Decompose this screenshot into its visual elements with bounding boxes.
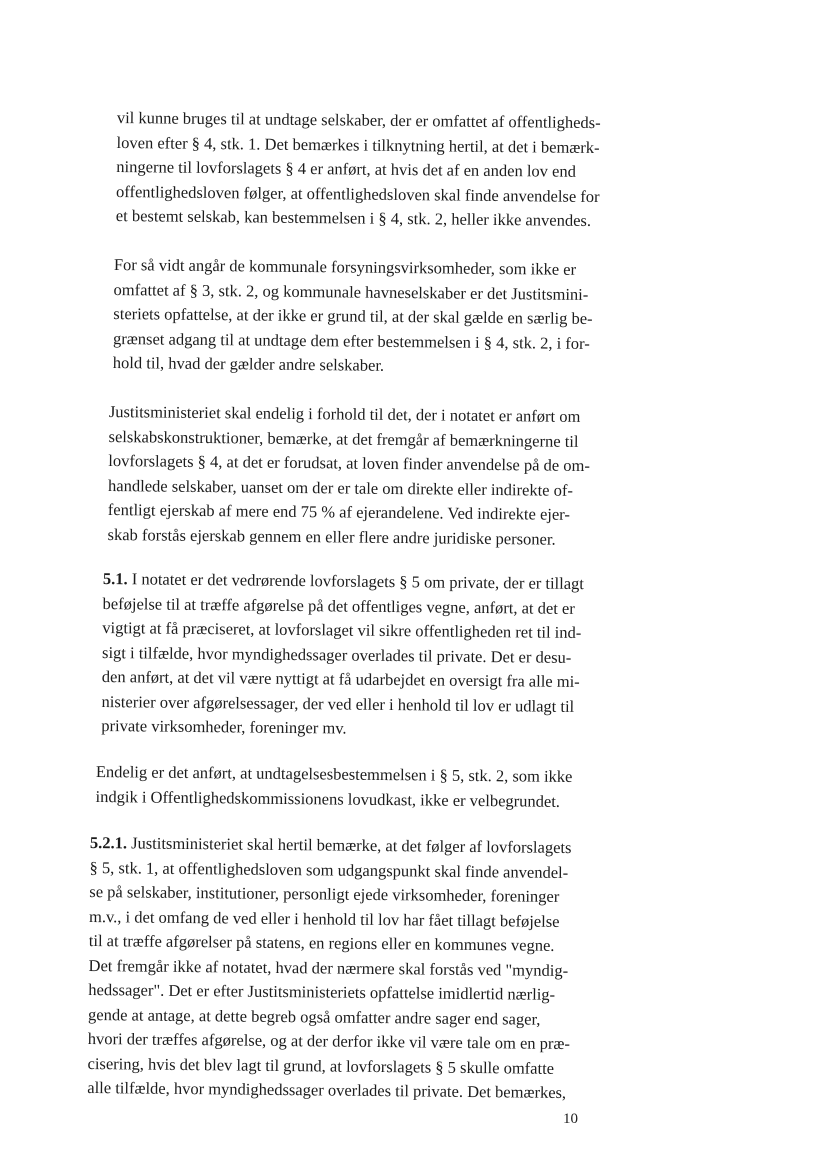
text-line: til at træffe afgørelser på statens, en regions eller en kommunes vegne. [88,930,555,955]
text-line: handlede selskaber, uanset om der er tale om direkte eller indirekte of- [108,475,573,500]
text-line: lovforslagets § 4, at det er forudsat, at loven finder anvendelse på de om- [108,450,590,476]
text-line: beføjelse til at træffe afgørelse på det offentliges vegne, anført, at det er [102,593,575,618]
text-line: et bestemt selskab, kan bestemmelsen i § 4, stk. 2, heller ikke anvendes. [115,205,592,230]
text-line: m.v., i det omfang de ved eller i henhold til lov har fået tillagt beføjelse [89,906,560,931]
paragraph-1 [116,106,603,234]
section-heading: 5.2.1. [89,832,128,853]
text-line: loven efter § 4, stk. 1. Det bemærkes i tilknytning hertil, at det i bemærk- [116,132,600,157]
paragraph-3 [107,400,595,552]
text-line: hold til, hvad der gælder andre selskaber. [112,352,385,375]
text-line: steriets opfattelse, at der ikke er grund til, at der skal gælde en særlig be- [113,303,593,329]
text-line: omfattet af § 3, stk. 2, og kommunale havneselskaber er det Justitsmini- [113,279,589,304]
paragraph-5-2-1 [87,831,586,1106]
text-line: skab forstås ejerskab gennem en eller flere andre juridiske personer. [107,524,556,549]
text-line: hedssager". Det er efter Justitsministeriets opfattelse imidlertid nærlig- [88,979,556,1004]
text-line: gende at antage, at dette begreb også omfatter andre sager end sager, [87,1004,541,1029]
paragraph-5-1 [101,567,593,744]
text-line: Justitsministeriet skal endelig i forhold til det, der i notatet er anført om [108,401,581,426]
text-line: hvori der træffes afgørelse, og at der derfor ikke vil være tale om en præ- [87,1028,571,1054]
text-line: Det fremgår ikke af notatet, hvad der nærmere skal forstås ved "myndig- [88,955,569,980]
text-line: offentlighedsloven følger, at offentlighedsloven skal finde anvendelse for [116,181,600,206]
page-number: 10 [563,1111,578,1127]
paragraph-5 [95,760,589,814]
text-line: vigtigt at få præciseret, at lovforslaget vil sikre offentligheden ret til ind- [102,617,582,643]
text-line: Endelig er det anført, at undtagelsesbestemmelsen i § 5, stk. 2, som ikke [95,761,573,786]
text-line: den anført, at det vil være nyttigt at få udarbejdet en oversigt fra alle mi- [101,666,580,691]
text-line: private virksomheder, foreninger mv. [101,715,347,738]
text-line: nisterier over afgørelsessager, der ved eller i henhold til lov er udlagt til [101,691,575,716]
text-line: vil kunne bruges til at undtage selskaber, der er omfattet af offentligheds- [116,107,601,133]
text-line: grænset adgang til at undtage dem efter bestemmelsen i § 4, stk. 2, i for- [113,328,590,353]
text-line-rest: I notatet er det vedrørende lovforslagets § 5 om private, der er tillagt [127,569,585,594]
text-line: indgik i Offentlighedskommissionens lovudkast, ikke er velbegrundet. [95,786,561,811]
text-line: selskabskonstruktioner, bemærke, at det fremgår af bemærkningerne til [108,426,579,451]
text-line-rest: Justitsministeriet skal hertil bemærke, at det følger af lovforslagets [126,833,572,858]
text-line: § 5, stk. 1, at offentlighedsloven som udgangspunkt skal finde anvendel- [89,857,569,882]
text-line: sigt i tilfælde, hvor myndighedssager overlades til private. Det er desu- [102,642,572,667]
text-line: For så vidt angår de kommunale forsyningsvirksomheder, som ikke er [113,254,577,279]
text-line: alle tilfælde, hvor myndighedssager overlades til private. Det bemærkes, [87,1077,567,1102]
text-line: fentligt ejerskab af mere end 75 % af ejerandelene. Ved indirekte ejer- [107,499,570,524]
text-line: cisering, hvis det blev lagt til grund, at lovforslagets § 5 skulle omfatte [87,1053,555,1078]
section-heading: 5.1. [102,568,128,589]
text-line: se på selskaber, institutioner, personligt ejede virksomheder, foreninger [89,881,560,906]
text-line: ningerne til lovforslagets § 4 er anført, at hvis det af en anden lov end [116,156,577,181]
paragraph-2 [113,253,600,381]
